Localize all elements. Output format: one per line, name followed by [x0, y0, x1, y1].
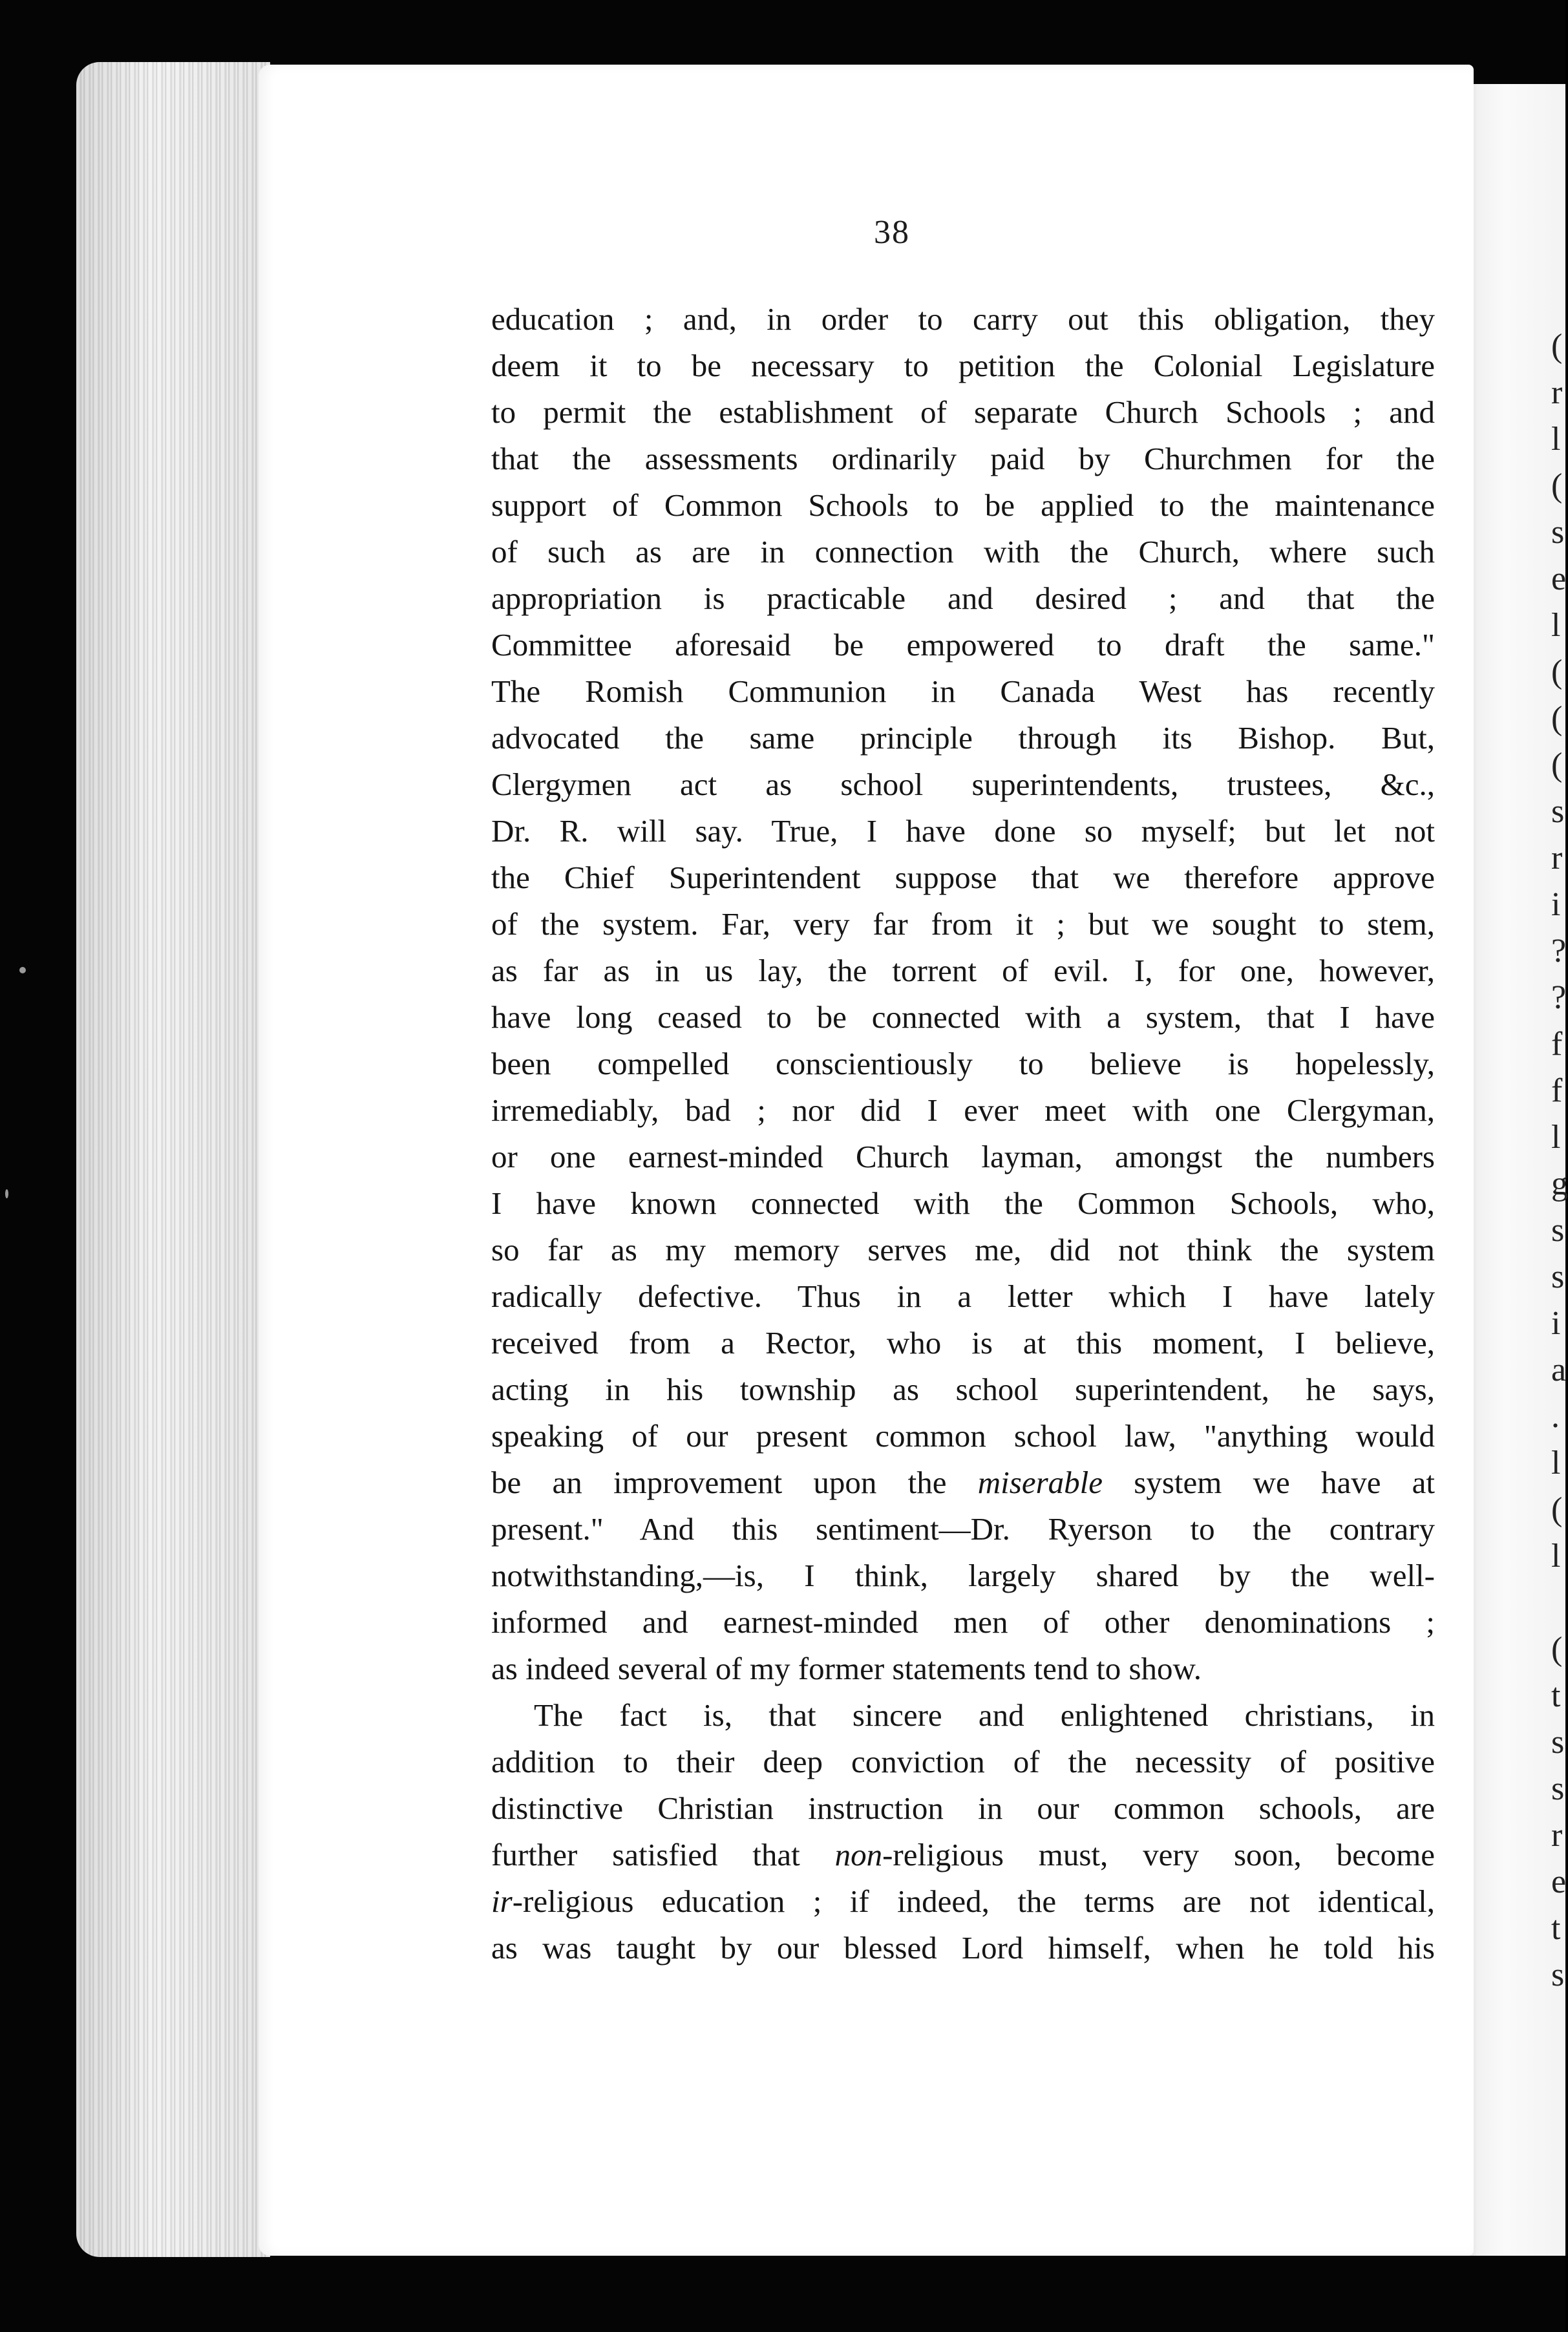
facing-page-letter: t	[1551, 1910, 1561, 1947]
facing-page-letter	[1551, 1580, 1565, 1626]
text-line	[491, 1878, 1435, 1925]
facing-page-letter: l	[1551, 1538, 1561, 1574]
facing-page-letter: (	[1551, 1491, 1563, 1528]
italic-word: miserable	[977, 1465, 1103, 1500]
facing-page-letter: g	[1551, 1165, 1568, 1202]
facing-page-letter: s	[1551, 793, 1565, 830]
text-line: that the assessments ordinarily paid by Churchmen for the	[491, 441, 1435, 476]
text-line: as far as in us lay, the torrent of evil. I, for one, however,	[491, 953, 1435, 988]
facing-page-letter: s	[1551, 1956, 1565, 1993]
text-line: as was taught by our blessed Lord himself, when he told his	[491, 1930, 1435, 1966]
facing-page-letter: s	[1551, 1724, 1565, 1761]
facing-page-letter: t	[1551, 1677, 1561, 1714]
facing-page-letter: s	[1551, 1770, 1565, 1807]
facing-page-letter: s	[1551, 514, 1565, 551]
text-line: advocated the same principle through its Bishop. But,	[491, 720, 1435, 756]
facing-page-letter: r	[1551, 840, 1563, 876]
facing-page-letter: l	[1551, 607, 1561, 644]
facing-page-letter: (	[1551, 700, 1563, 737]
text-line: distinctive Christian instruction in our common schools, are	[491, 1790, 1435, 1826]
text-line: present." And this sentiment—Dr. Ryerson to the contrary	[491, 1511, 1435, 1547]
facing-page-letter: i	[1551, 1305, 1561, 1342]
text-line: appropriation is practicable and desired ; and that the	[491, 580, 1435, 616]
facing-page-letter: (	[1551, 328, 1563, 365]
facing-page-letter: r	[1551, 374, 1563, 411]
facing-page-letter: f	[1551, 1026, 1563, 1063]
text-line: of such as are in connection with the Church, where such	[491, 534, 1435, 569]
text-line: Clergymen act as school superintendents, trustees, &c.,	[491, 767, 1435, 802]
text-line: irremediably, bad ; nor did I ever meet with one Clergyman,	[491, 1092, 1435, 1128]
text-line: Dr. R. will say. True, I have done so myself; but let not	[491, 813, 1435, 849]
facing-page-letter: s	[1551, 1258, 1565, 1295]
italic-word: non	[834, 1837, 883, 1872]
text-run: -religious must, very soon, become	[882, 1837, 1435, 1872]
text-line: support of Common Schools to be applied to the maintenance	[491, 487, 1435, 523]
text-line	[491, 1832, 1435, 1878]
text-line: so far as my memory serves me, did not think the system	[491, 1232, 1435, 1267]
text-run: -religious education ; if indeed, the terms are not identical,	[512, 1883, 1435, 1919]
facing-page-letter: l	[1551, 1445, 1561, 1481]
page-number: 38	[874, 214, 910, 251]
facing-page-sliver	[1466, 84, 1568, 2256]
text-line: addition to their deep conviction of the necessity of positive	[491, 1744, 1435, 1779]
text-line: Committee aforesaid be empowered to draft the same."	[491, 627, 1435, 662]
text-line: acting in his township as school superintendent, he says,	[491, 1372, 1435, 1407]
dust-speck	[5, 1189, 8, 1198]
facing-page-letter: ?	[1551, 979, 1567, 1016]
text-line: education ; and, in order to carry out this obligation, they	[491, 301, 1435, 337]
facing-page-letter: ?	[1551, 933, 1567, 970]
facing-page-letter: r	[1551, 1817, 1563, 1854]
text-line: received from a Rector, who is at this moment, I believe,	[491, 1325, 1435, 1361]
body-text	[491, 296, 1435, 1971]
facing-page-letter: e	[1551, 560, 1567, 597]
facing-page-letter: .	[1551, 1398, 1560, 1435]
text-line: been compelled conscientiously to believe is hopelessly,	[491, 1046, 1435, 1081]
text-line: to permit the establishment of separate Church Schools ; and	[491, 394, 1435, 430]
text-line: deem it to be necessary to petition the Colonial Legislature	[491, 348, 1435, 383]
text-run: further satisfied that	[491, 1837, 800, 1872]
text-line	[491, 1459, 1435, 1506]
facing-page-letter: (	[1551, 1631, 1563, 1668]
text-run: system we have at	[1134, 1465, 1436, 1500]
facing-page-letter: f	[1551, 1072, 1563, 1109]
text-run: be an improvement upon the	[491, 1465, 947, 1500]
text-line: the Chief Superintendent suppose that we therefore approve	[491, 860, 1435, 895]
book-page-edges-shade	[76, 62, 270, 2257]
text-line: or one earnest-minded Church layman, amongst the numbers	[491, 1139, 1435, 1174]
dust-speck	[19, 967, 26, 973]
text-line: have long ceased to be connected with a system, that I have	[491, 999, 1435, 1035]
text-line: informed and earnest-minded men of other denominations ;	[491, 1604, 1435, 1640]
facing-page-letter: l	[1551, 1119, 1561, 1156]
facing-page-letter: i	[1551, 886, 1561, 923]
facing-page-letter: (	[1551, 653, 1563, 690]
text-line: notwithstanding,—is, I think, largely shared by the well-	[491, 1558, 1435, 1593]
facing-page-letter: (	[1551, 747, 1563, 783]
text-line: speaking of our present common school law, "anything would	[491, 1418, 1435, 1454]
facing-page-letter: s	[1551, 1212, 1565, 1249]
text-line: of the system. Far, very far from it ; but we sought to stem,	[491, 906, 1435, 942]
facing-page-letter: (	[1551, 467, 1563, 504]
paragraph-end-line: as indeed several of my former statements tend to show.	[491, 1651, 1202, 1686]
facing-page-letter: e	[1551, 1863, 1567, 1900]
italic-word: ir	[491, 1883, 513, 1919]
text-line: I have known connected with the Common Schools, who,	[491, 1185, 1435, 1221]
text-line: radically defective. Thus in a letter which I have lately	[491, 1278, 1435, 1314]
text-line: The Romish Communion in Canada West has recently	[491, 673, 1435, 709]
facing-page-letters	[1551, 323, 1568, 2068]
paragraph-start-line: The fact is, that sincere and enlightened christians, in	[534, 1697, 1435, 1733]
facing-page-letter: l	[1551, 421, 1561, 458]
facing-page-letter: a	[1551, 1352, 1567, 1388]
